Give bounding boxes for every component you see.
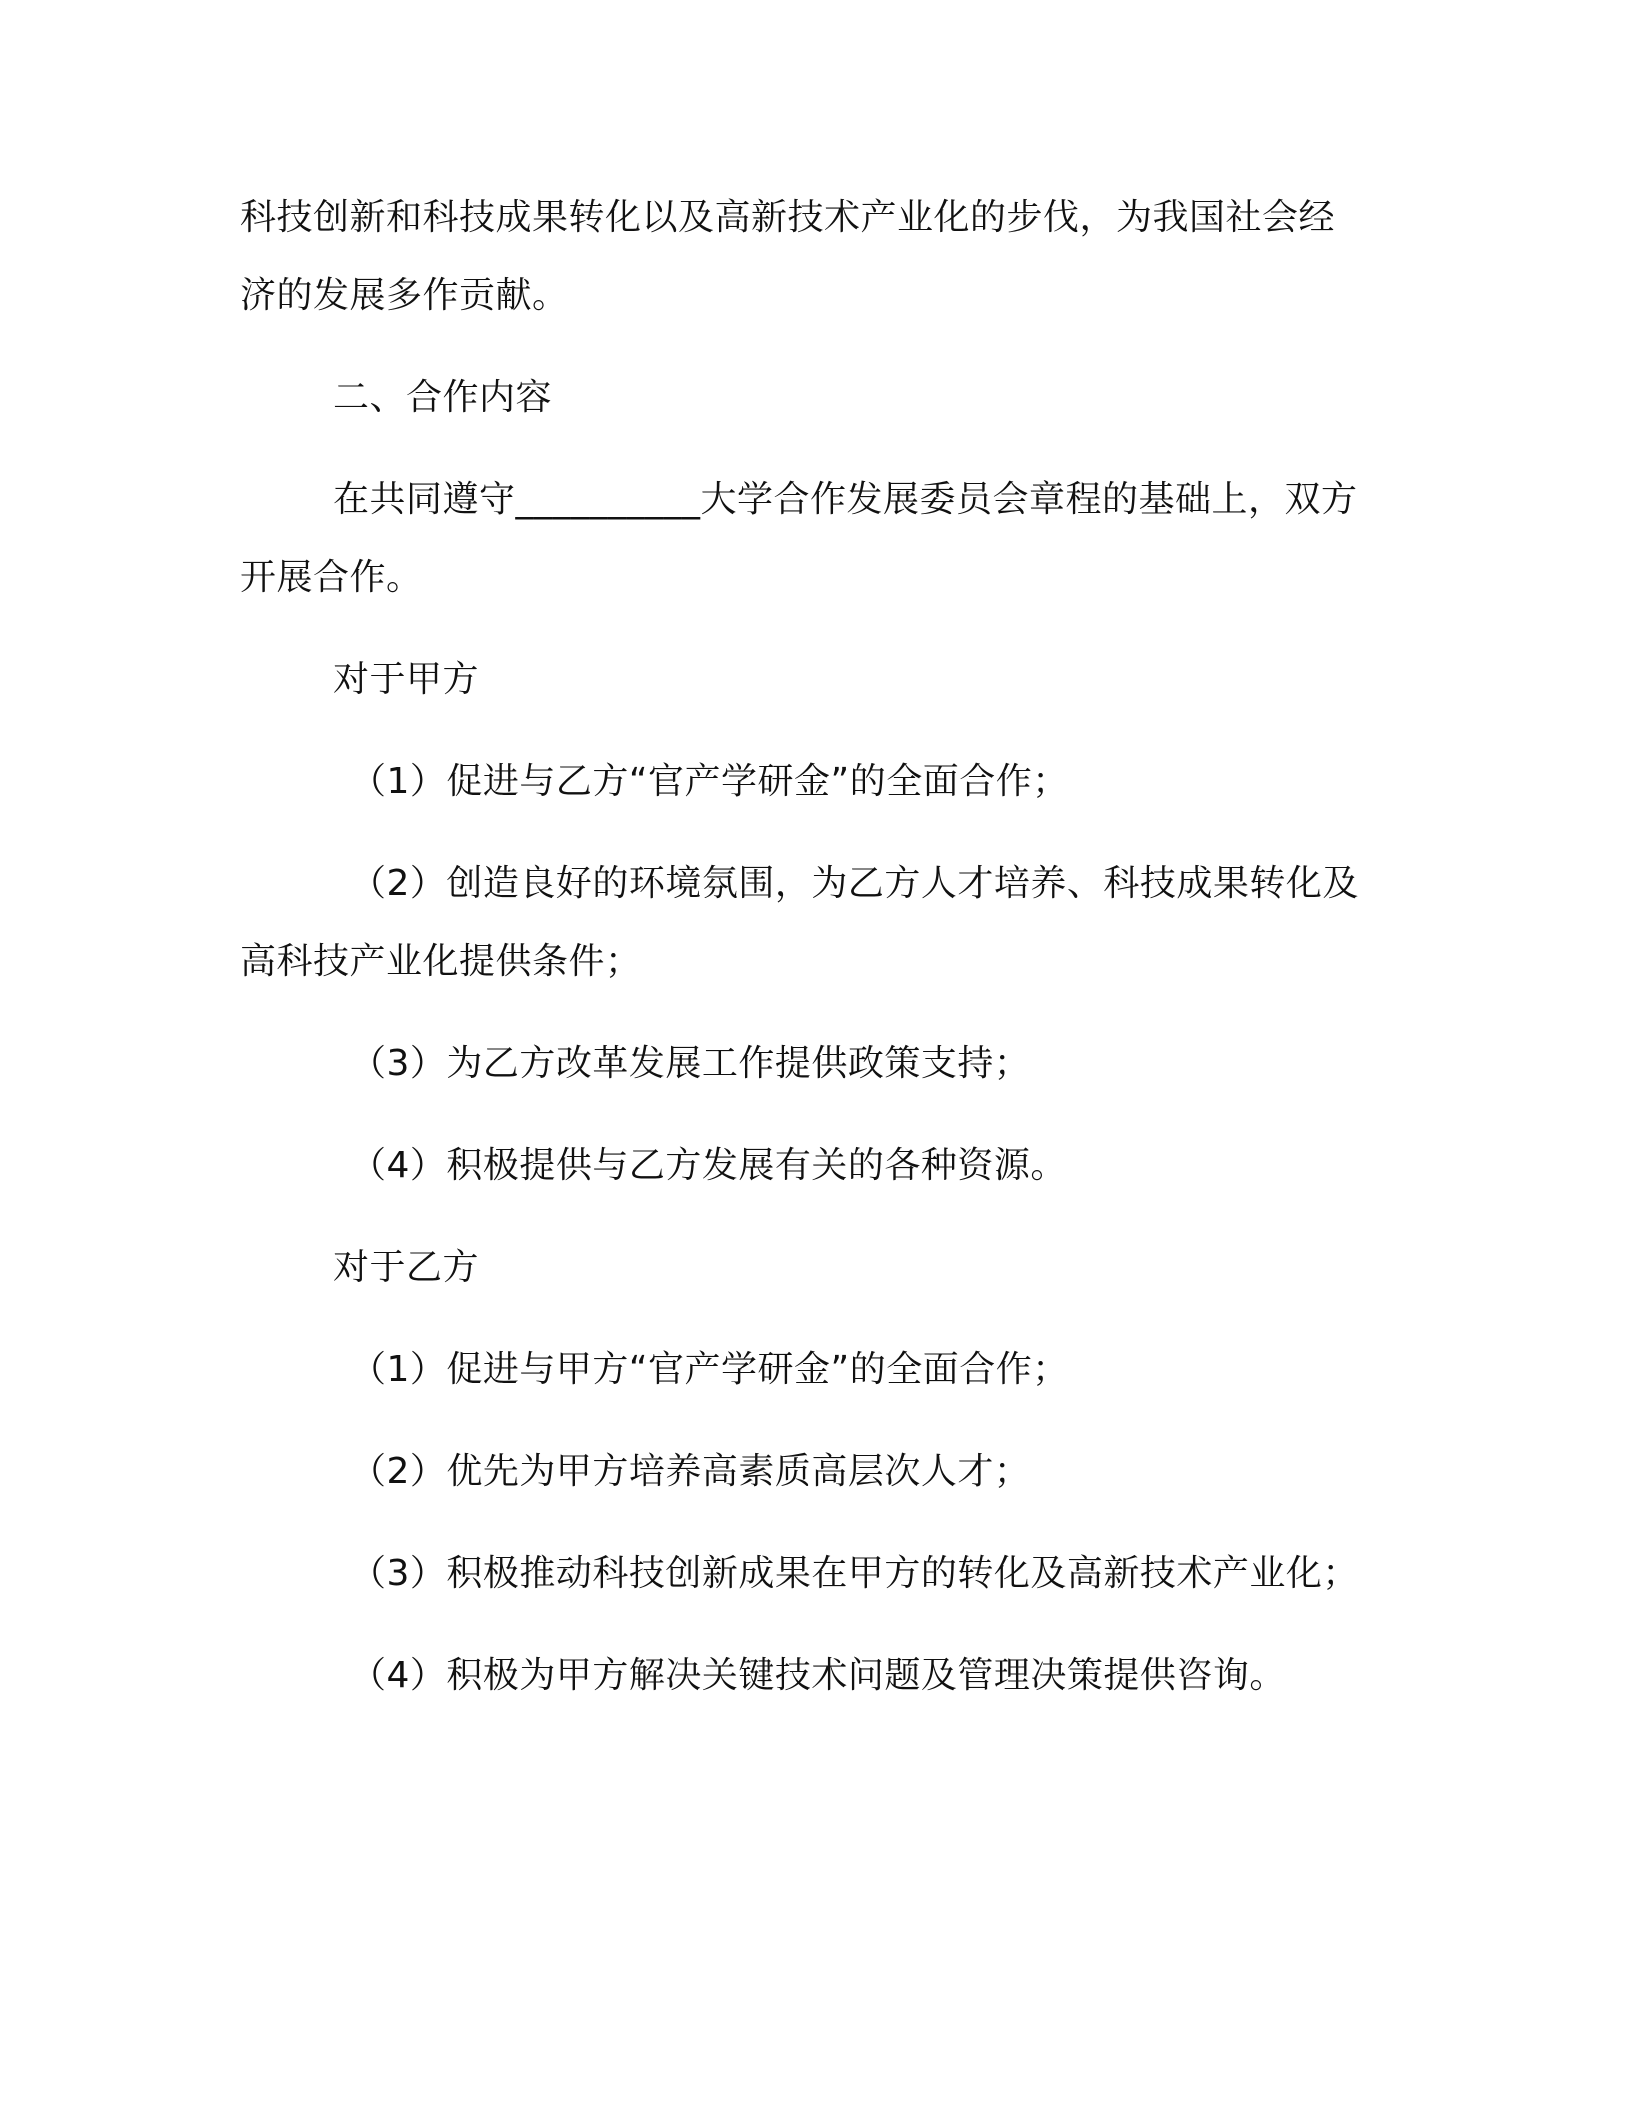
party-b-item-1: （1）促进与甲方“官产学研金”的全面合作； — [350, 1349, 1069, 1390]
party-a-heading: 对于甲方 — [333, 659, 480, 700]
party-b-item-3: （3）积极推动科技创新成果在甲方的转化及高新技术产业化； — [350, 1553, 1359, 1594]
party-b-item-4: （4）积极为甲方解决关键技术问题及管理决策提供咨询。 — [350, 1655, 1286, 1696]
party-a-item-3: （3）为乙方改革发展工作提供政策支持； — [350, 1043, 1031, 1084]
section-heading: 二、合作内容 — [333, 377, 553, 418]
paragraph-line-1: 在共同遵守__________大学合作发展委员会章程的基础上，双方 — [333, 479, 1358, 520]
party-a-item-1: （1）促进与乙方“官产学研金”的全面合作； — [350, 761, 1069, 802]
intro-line-1: 科技创新和科技成果转化以及高新技术产业化的步伐，为我国社会经 — [240, 197, 1336, 238]
party-a-item-2: （2）创造良好的环境氛围，为乙方人才培养、科技成果转化及 — [350, 863, 1359, 904]
party-b-heading: 对于乙方 — [333, 1247, 480, 1288]
paragraph-line-2: 开展合作。 — [240, 557, 423, 598]
party-a-item-2-continued: 高科技产业化提供条件； — [240, 941, 642, 982]
party-b-item-2: （2）优先为甲方培养高素质高层次人才； — [350, 1451, 1031, 1492]
intro-line-2: 济的发展多作贡献。 — [240, 275, 569, 316]
party-a-item-4: （4）积极提供与乙方发展有关的各种资源。 — [350, 1145, 1067, 1186]
